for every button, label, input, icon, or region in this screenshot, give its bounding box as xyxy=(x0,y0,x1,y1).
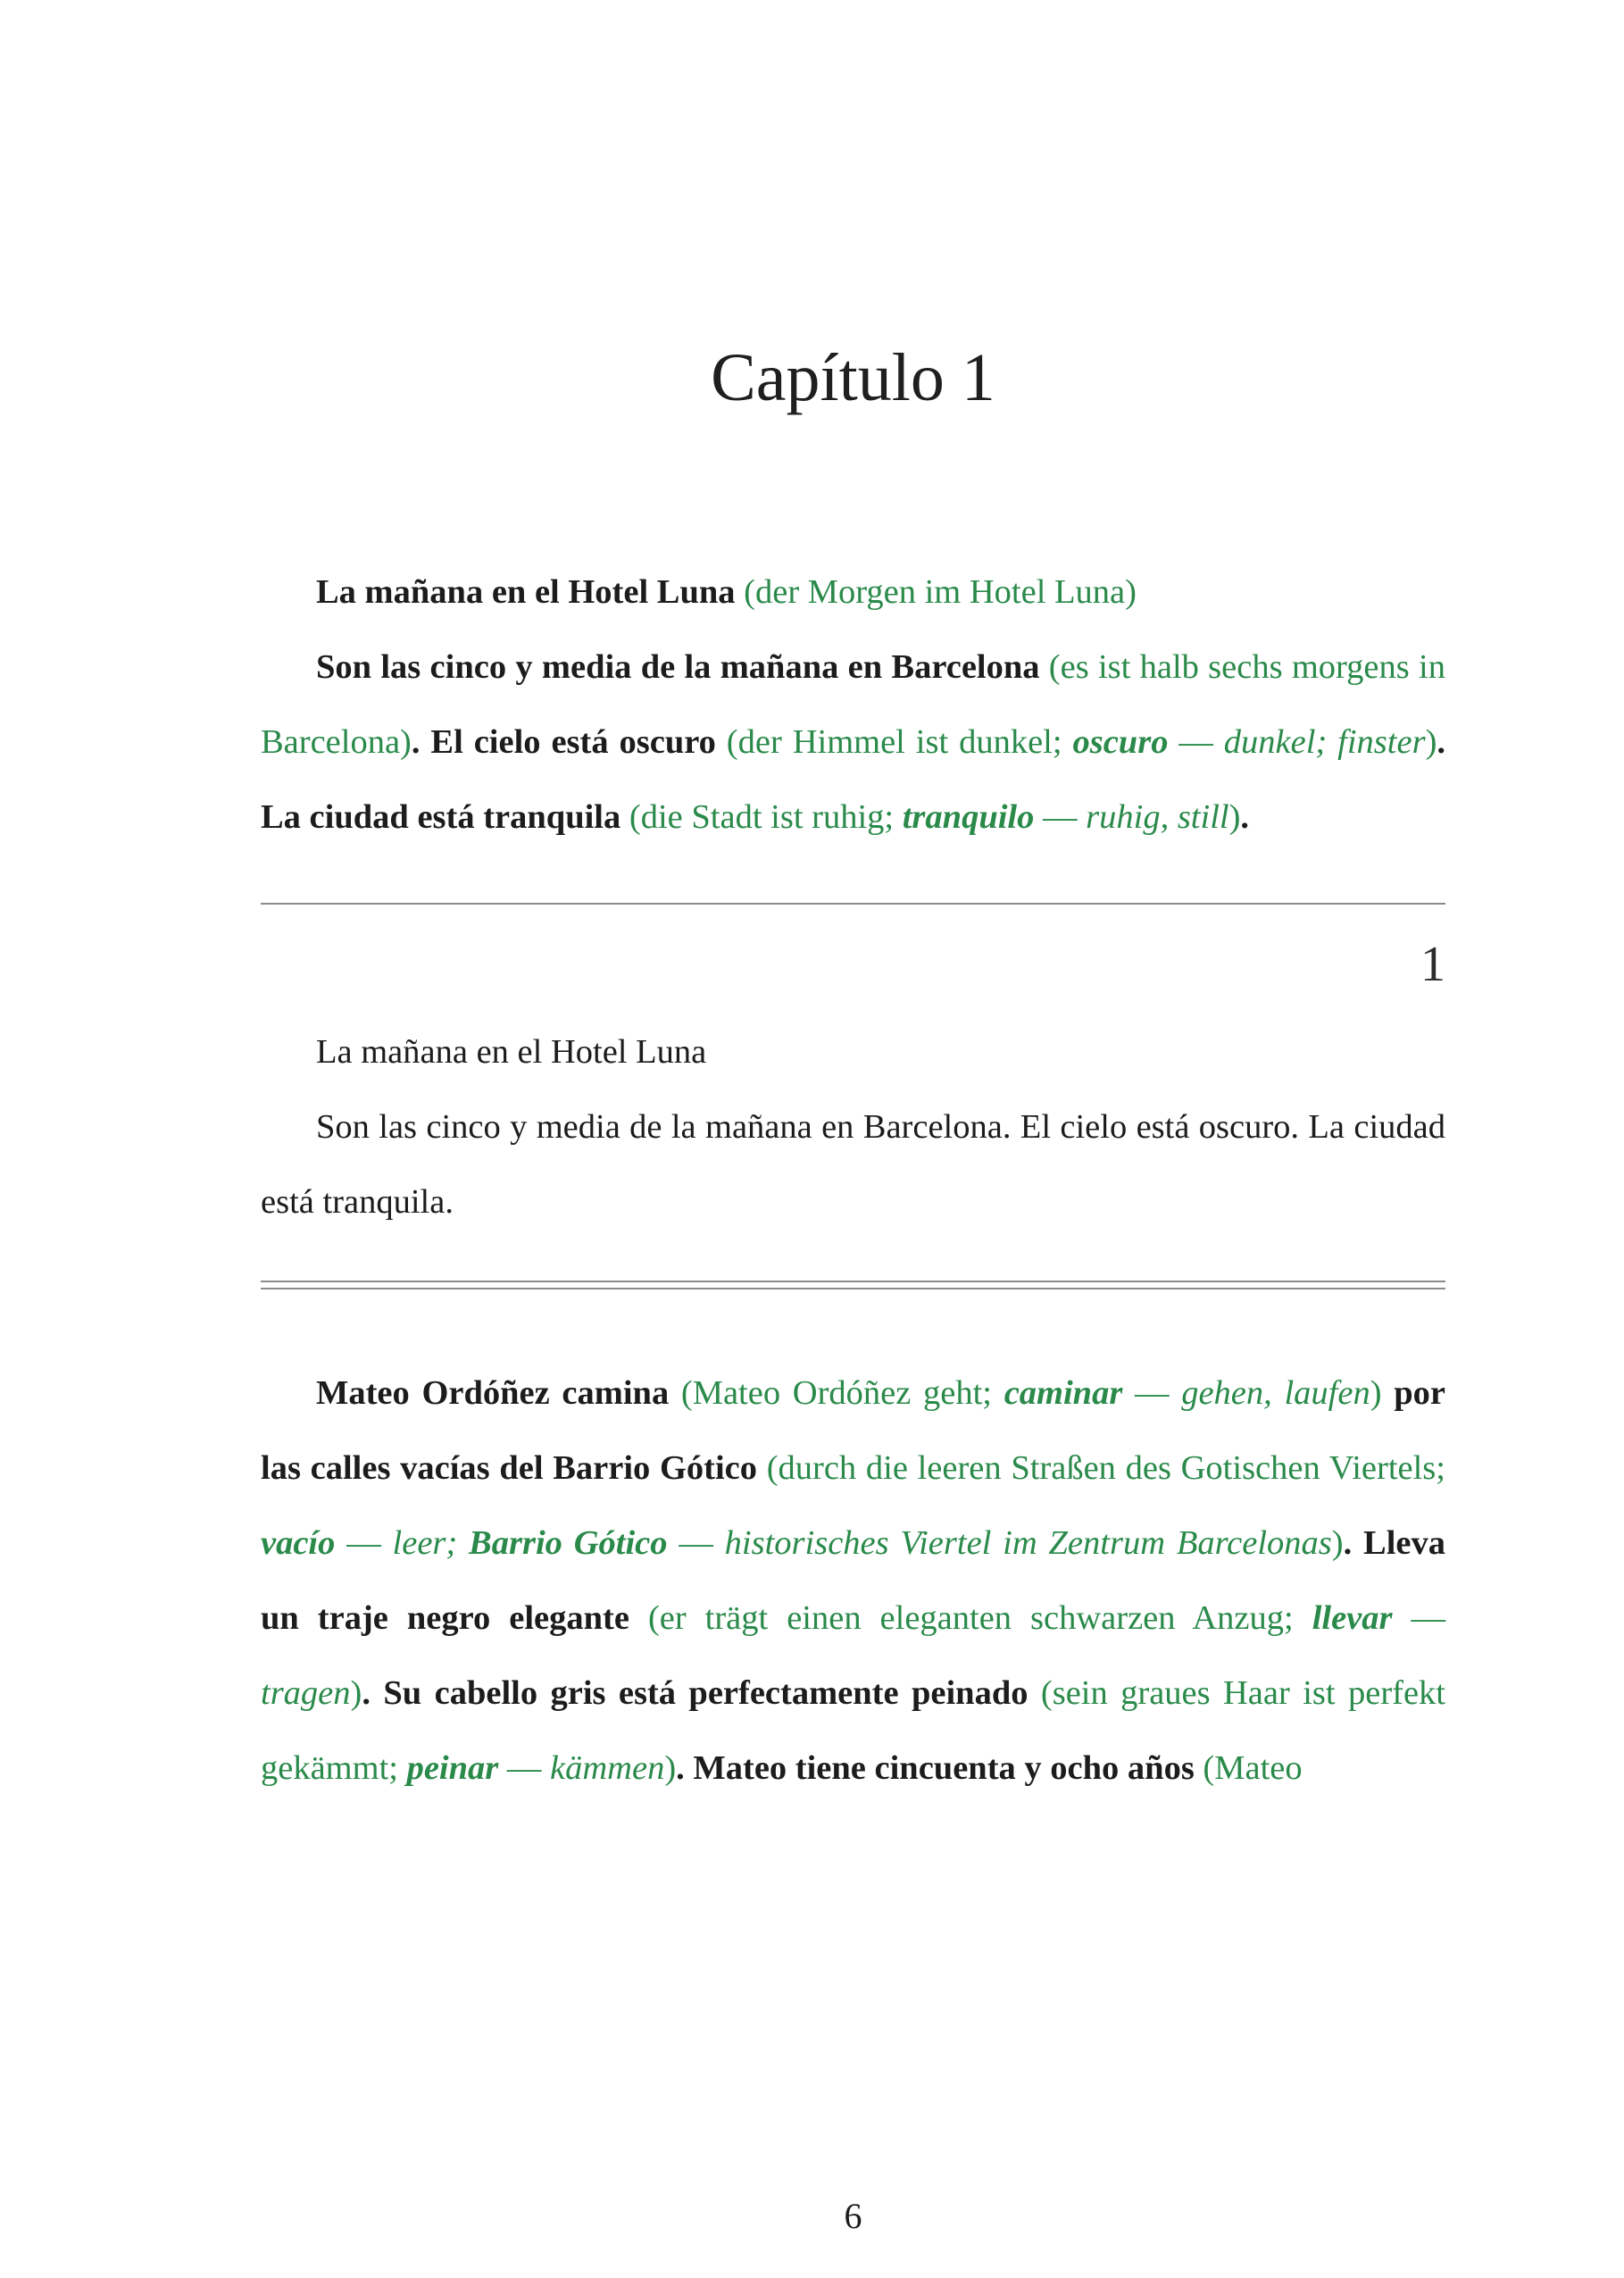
text-segment-spanish-bold: . La ciudad está tranquila xyxy=(261,723,1446,837)
text-segment-spanish-bold: La mañana en el Hotel Luna xyxy=(316,573,745,612)
text-segment-german: — xyxy=(1392,1599,1446,1638)
text-segment-german xyxy=(457,1524,469,1562)
text-segment-german: (Mateo Ordóñez geht; xyxy=(680,1374,1004,1413)
text-segment-spanish-bold: por las calles vacías del Barrio Gótico xyxy=(261,1374,1445,1488)
text-segment-vocab: vacío xyxy=(261,1524,336,1563)
text-segment-german: — xyxy=(1168,723,1224,762)
text-segment-vocab: peinar xyxy=(406,1749,499,1788)
text-segment-german: (durch die leeren Straßen des Gotischen Viertels; xyxy=(766,1449,1445,1488)
section-divider-double xyxy=(261,1281,1445,1289)
text-segment-spanish-bold: . Su cabello gris está perfectamente peinado xyxy=(362,1674,1041,1713)
text-segment-german: (sein graues Haar ist perfekt gekämmt; xyxy=(261,1674,1445,1788)
plain-paragraph xyxy=(261,1089,1445,1239)
text-segment-spanish-bold: Mateo Ordóñez camina xyxy=(316,1374,681,1413)
text-segment-german: — xyxy=(498,1749,551,1788)
text-segment-german: (Mateo xyxy=(1203,1749,1303,1788)
text-segment-german: ) xyxy=(1331,1524,1344,1563)
section-divider-single xyxy=(261,903,1445,905)
gloss-paragraph xyxy=(261,1356,1445,1806)
text-segment-vocab: caminar xyxy=(1004,1374,1123,1413)
text-segment-vocab: Barrio Gótico xyxy=(469,1524,668,1563)
plain-block xyxy=(261,1014,1445,1239)
text-segment-german-italic: historisches Viertel im Zentrum Barcelonas xyxy=(724,1524,1332,1563)
text-segment-plain: Son las cinco y media de la mañana en Barcelona. El cielo está oscuro. La ciudad está tranquila. xyxy=(261,1108,1445,1222)
text-segment-vocab: tranquilo xyxy=(902,798,1035,837)
text-segment-german: ) xyxy=(1228,798,1241,837)
text-segment-spanish-bold: Son las cinco y media de la mañana en Barcelona xyxy=(316,648,1049,687)
text-segment-vocab: llevar xyxy=(1312,1599,1393,1638)
gloss-block xyxy=(261,555,1445,855)
page-number: 6 xyxy=(844,2196,862,2236)
text-segment-spanish-bold: . Mateo tiene cincuenta y ocho años xyxy=(676,1749,1203,1788)
plain-paragraph xyxy=(261,1014,1445,1089)
text-segment-plain: La mañana en el Hotel Luna xyxy=(316,1033,707,1072)
text-segment-spanish-bold: . Lleva un traje negro elegante xyxy=(261,1524,1445,1638)
text-segment-german-italic: ruhig, still xyxy=(1086,798,1229,837)
text-segment-german-italic: tragen xyxy=(261,1674,351,1713)
text-segment-german: — xyxy=(1034,798,1087,837)
text-segment-german: (es ist halb sechs morgens in Barcelona) xyxy=(261,648,1445,762)
chapter-title: Capítulo 1 xyxy=(711,340,995,415)
text-segment-spanish-bold: . El cielo está oscuro xyxy=(411,723,727,762)
text-segment-german-italic: leer; xyxy=(392,1524,458,1563)
text-segment-german-italic: dunkel; finster xyxy=(1223,723,1426,762)
text-segment-german: — xyxy=(667,1524,725,1563)
gloss-block-main xyxy=(261,1356,1445,1806)
text-segment-german-italic: gehen, laufen xyxy=(1181,1374,1370,1413)
text-segment-german: ) xyxy=(1370,1374,1395,1413)
gloss-paragraph xyxy=(261,555,1445,630)
text-segment-german: (der Himmel ist dunkel; xyxy=(726,723,1073,762)
text-segment-german: ) xyxy=(1425,723,1437,762)
text-segment-german: (er trägt einen eleganten schwarzen Anzug; xyxy=(647,1599,1312,1638)
text-segment-german-italic: kämmen xyxy=(550,1749,665,1788)
text-segment-german: (die Stadt ist ruhig; xyxy=(629,798,903,837)
text-segment-german: — xyxy=(335,1524,393,1563)
text-segment-german: ) xyxy=(664,1749,677,1788)
text-segment-spanish-bold: . xyxy=(1240,798,1250,837)
text-segment-vocab: oscuro xyxy=(1072,723,1169,762)
text-segment-german: ) xyxy=(350,1674,362,1713)
section-number: 1 xyxy=(1420,937,1445,993)
text-segment-german: — xyxy=(1122,1374,1182,1413)
text-segment-german: (der Morgen im Hotel Luna) xyxy=(744,573,1137,612)
gloss-paragraph xyxy=(261,630,1445,855)
